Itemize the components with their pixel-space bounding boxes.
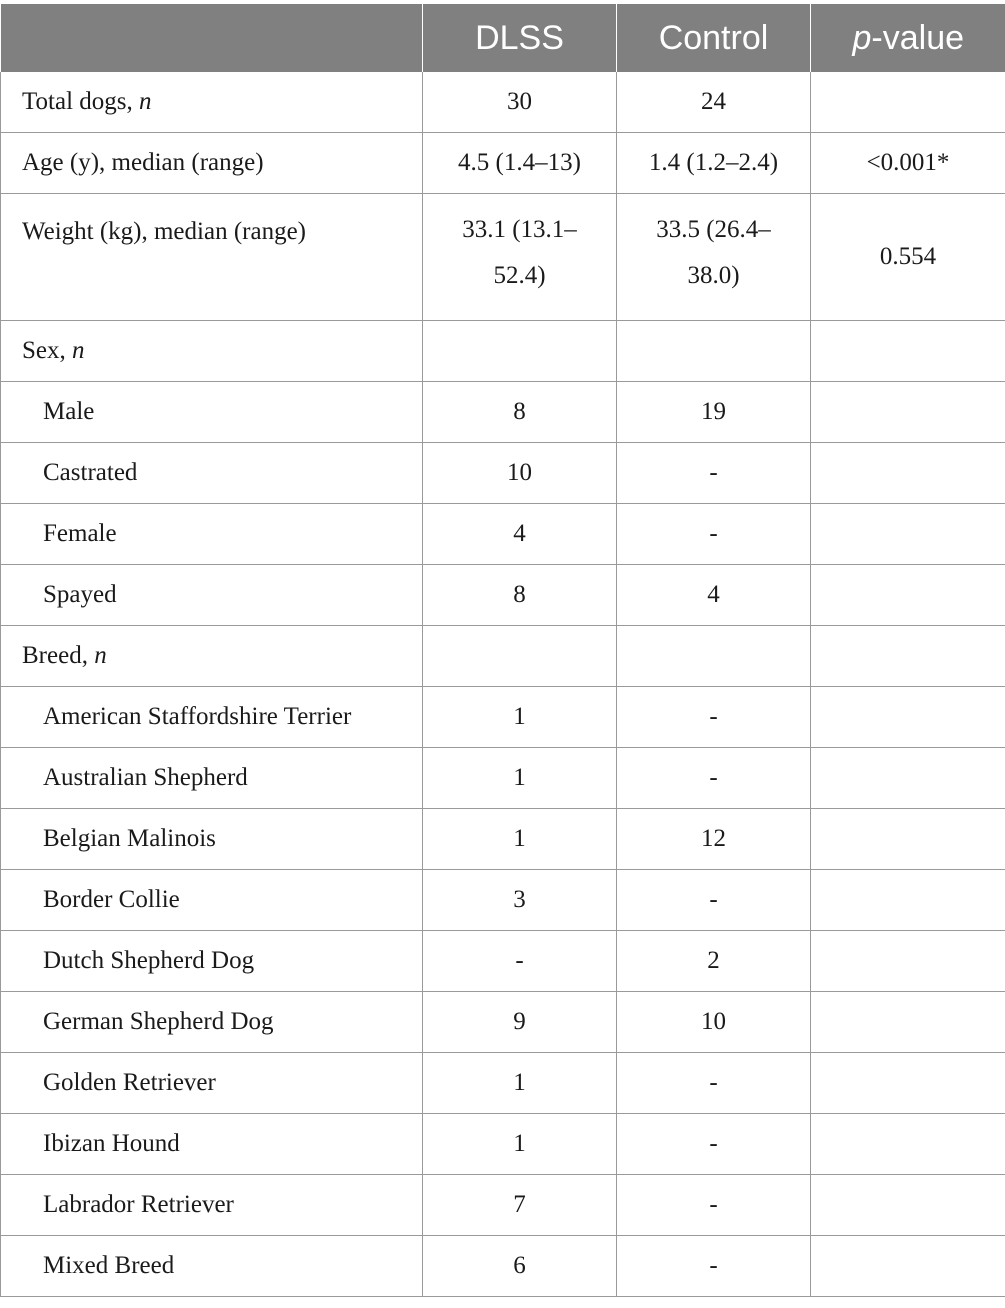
cell-control: -: [617, 1236, 811, 1297]
cell-dlss: 10: [423, 443, 617, 504]
cell-control: -: [617, 504, 811, 565]
cell-control: 4: [617, 565, 811, 626]
table-row-sex: [1, 321, 1005, 382]
cell-dlss: 6: [423, 1236, 617, 1297]
table-row: [1, 565, 1005, 626]
cell-control: -: [617, 443, 811, 504]
header-row: [1, 4, 1005, 72]
cell-control: 10: [617, 992, 811, 1053]
row-label: Age (y), median (range): [1, 133, 423, 194]
cell-dlss: 1: [423, 1114, 617, 1175]
cell-control: -: [617, 870, 811, 931]
cell-p-value: [811, 1175, 1005, 1236]
row-label: Mixed Breed: [1, 1236, 423, 1297]
cell-dlss: 1: [423, 748, 617, 809]
cell-p-value: [811, 870, 1005, 931]
cell-p-value: [811, 443, 1005, 504]
cell-control: 12: [617, 809, 811, 870]
cell-p-value: [811, 1236, 1005, 1297]
row-label: American Staffordshire Terrier: [1, 687, 423, 748]
table-row: [1, 443, 1005, 504]
header-empty: [1, 4, 423, 72]
table-row: [1, 1053, 1005, 1114]
cell-control: [617, 321, 811, 382]
cell-dlss: 8: [423, 565, 617, 626]
cell-control: 1.4 (1.2–2.4): [617, 133, 811, 194]
cell-p-value: [811, 748, 1005, 809]
cell-control: -: [617, 687, 811, 748]
row-label: Castrated: [1, 443, 423, 504]
cell-dlss: [423, 626, 617, 687]
dog-characteristics-table: [0, 4, 1005, 1297]
cell-dlss: 7: [423, 1175, 617, 1236]
row-label: Spayed: [1, 565, 423, 626]
cell-control: -: [617, 1175, 811, 1236]
cell-p-value: [811, 992, 1005, 1053]
row-label: Male: [1, 382, 423, 443]
row-label: Border Collie: [1, 870, 423, 931]
table-row: [1, 687, 1005, 748]
cell-control: -: [617, 1053, 811, 1114]
header-p-letter: p: [852, 18, 872, 57]
cell-control: 2: [617, 931, 811, 992]
cell-dlss: -: [423, 931, 617, 992]
header-control: Control: [617, 4, 811, 72]
table-row: [1, 809, 1005, 870]
cell-dlss: 30: [423, 72, 617, 133]
table-row: [1, 1114, 1005, 1175]
row-label: Weight (kg), median (range): [1, 194, 423, 321]
cell-dlss: 1: [423, 1053, 617, 1114]
table-row: [1, 1236, 1005, 1297]
cell-p-value: [811, 321, 1005, 382]
cell-dlss: 1: [423, 687, 617, 748]
table-row: [1, 748, 1005, 809]
cell-dlss: 1: [423, 809, 617, 870]
cell-p-value: [811, 382, 1005, 443]
header-p-suffix: -value: [871, 18, 965, 57]
header-dlss: DLSS: [423, 4, 617, 72]
cell-dlss: 8: [423, 382, 617, 443]
table-row: [1, 504, 1005, 565]
row-label: Australian Shepherd: [1, 748, 423, 809]
row-label: German Shepherd Dog: [1, 992, 423, 1053]
cell-control: 19: [617, 382, 811, 443]
row-label: Golden Retriever: [1, 1053, 423, 1114]
row-label: Sex, n: [1, 321, 423, 382]
row-label: Total dogs, n: [1, 72, 423, 133]
table-row: [1, 992, 1005, 1053]
cell-p-value: [811, 687, 1005, 748]
row-label: Ibizan Hound: [1, 1114, 423, 1175]
cell-p-value: [811, 565, 1005, 626]
row-label: Breed, n: [1, 626, 423, 687]
cell-p-value: [811, 626, 1005, 687]
cell-control: 33.5 (26.4– 38.0): [617, 194, 811, 321]
table-row-weight: [1, 194, 1005, 321]
row-label: Female: [1, 504, 423, 565]
table-row-breed: [1, 626, 1005, 687]
cell-dlss: [423, 321, 617, 382]
table-row: [1, 1175, 1005, 1236]
cell-control: -: [617, 748, 811, 809]
cell-p-value: [811, 72, 1005, 133]
cell-p-value: [811, 1053, 1005, 1114]
row-label: Dutch Shepherd Dog: [1, 931, 423, 992]
cell-p-value: <0.001*: [811, 133, 1005, 194]
table-row-age: [1, 133, 1005, 194]
cell-dlss: 9: [423, 992, 617, 1053]
table-row-total-dogs: [1, 72, 1005, 133]
cell-control: [617, 626, 811, 687]
cell-p-value: [811, 1114, 1005, 1175]
table-row: [1, 931, 1005, 992]
cell-p-value: 0.554: [811, 194, 1005, 321]
cell-dlss: 4.5 (1.4–13): [423, 133, 617, 194]
cell-dlss: 4: [423, 504, 617, 565]
cell-dlss: 33.1 (13.1– 52.4): [423, 194, 617, 321]
row-label: Labrador Retriever: [1, 1175, 423, 1236]
cell-p-value: [811, 931, 1005, 992]
cell-control: 24: [617, 72, 811, 133]
header-p-value: [811, 4, 1005, 72]
table-row: [1, 870, 1005, 931]
cell-p-value: [811, 809, 1005, 870]
cell-p-value: [811, 504, 1005, 565]
row-label: Belgian Malinois: [1, 809, 423, 870]
table-row: [1, 382, 1005, 443]
cell-control: -: [617, 1114, 811, 1175]
cell-dlss: 3: [423, 870, 617, 931]
